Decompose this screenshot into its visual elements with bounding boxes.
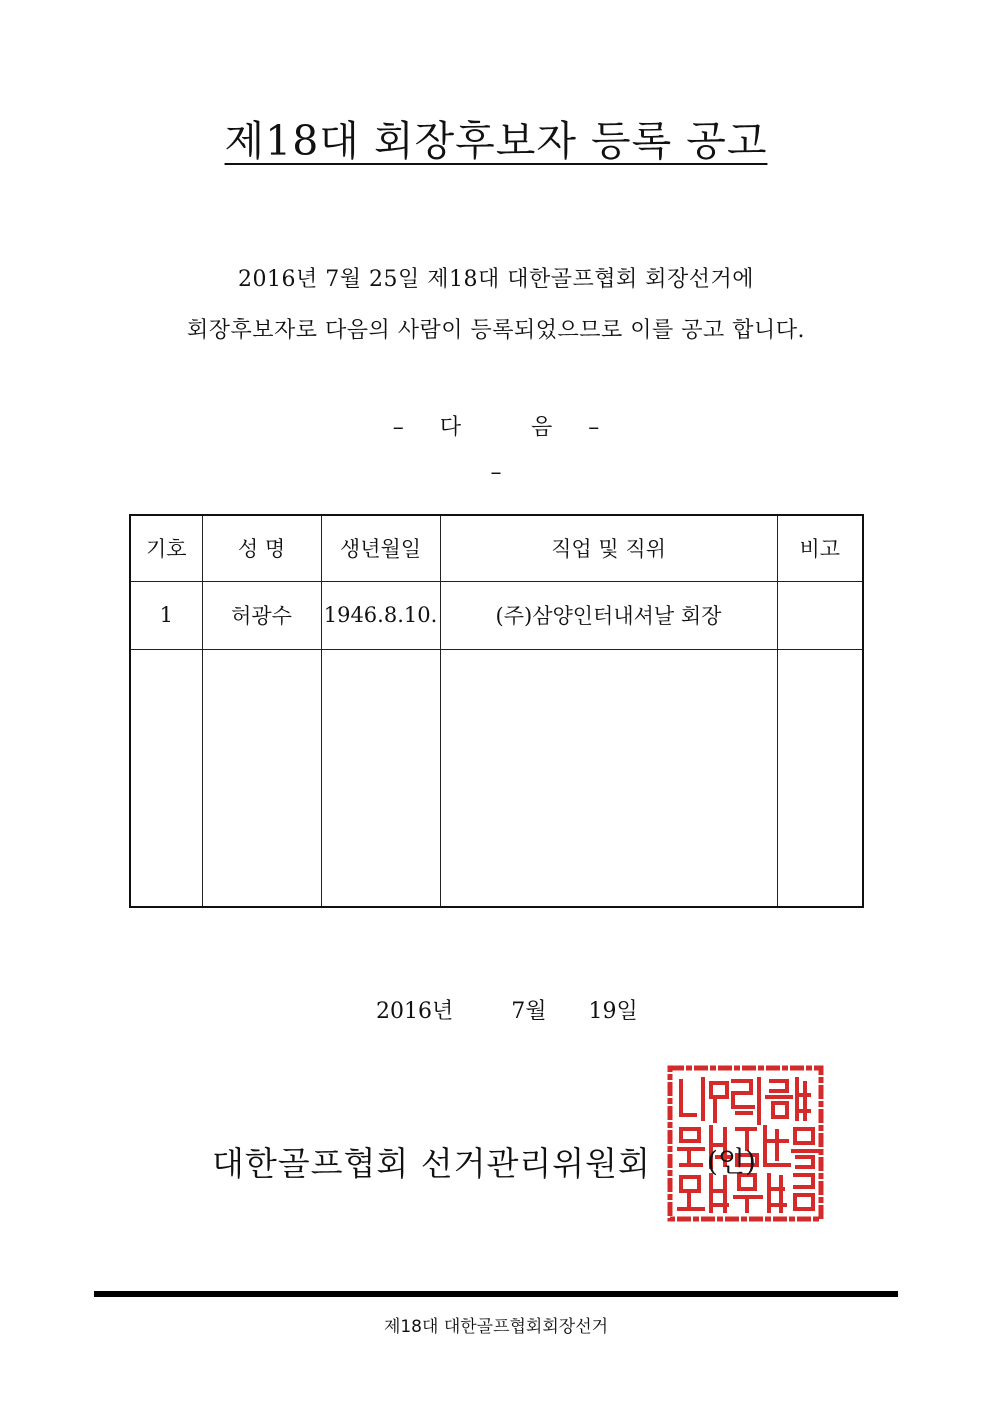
header-name: 성 명 [202,515,321,581]
empty-cell [202,649,321,907]
candidates-table [129,514,864,908]
table-row-empty [130,649,863,907]
table-header-row [130,515,863,581]
heading-dash-left: – [392,415,404,440]
table-row [130,581,863,649]
section-heading [0,410,992,441]
header-remarks: 비고 [777,515,863,581]
empty-cell [130,649,202,907]
date-day: 19일 [588,999,638,1024]
date-month: 7월 [511,999,547,1024]
intro-line-1: 2016년 7월 25일 제18대 대한골프협회 회장선거에 [238,267,754,292]
cell-remarks [777,581,863,649]
heading-char-2: 음 [531,415,553,440]
header-occupation: 직업 및 직위 [440,515,777,581]
cell-number: 1 [130,581,202,649]
cell-name: 허광수 [202,581,321,649]
heading-char-1: 다 [439,415,461,440]
header-number: 기호 [130,515,202,581]
header-birthdate: 생년월일 [321,515,440,581]
empty-cell [440,649,777,907]
heading-dash-right: – [588,415,600,440]
footer-divider [94,1291,898,1297]
title-text: 제18대 회장후보자 등록 공고 [224,117,768,165]
footer-text: 제18대 대한골프협회회장선거 [383,1317,609,1337]
seal-mark: (인) [707,1145,756,1178]
cell-birthdate: 1946.8.10. [321,581,440,649]
issuing-organization: 대한골프협회 선거관리위원회 [212,1144,651,1183]
heading-dash-below: – [490,460,502,485]
document-title [0,108,992,167]
intro-line-2: 회장후보자로 다음의 사람이 등록되었으므로 이를 공고 합니다. [186,318,805,343]
date-year: 2016년 [376,999,454,1024]
cell-occupation: (주)삼양인터내셔날 회장 [440,581,777,649]
empty-cell [321,649,440,907]
empty-cell [777,649,863,907]
notice-date [376,994,638,1025]
